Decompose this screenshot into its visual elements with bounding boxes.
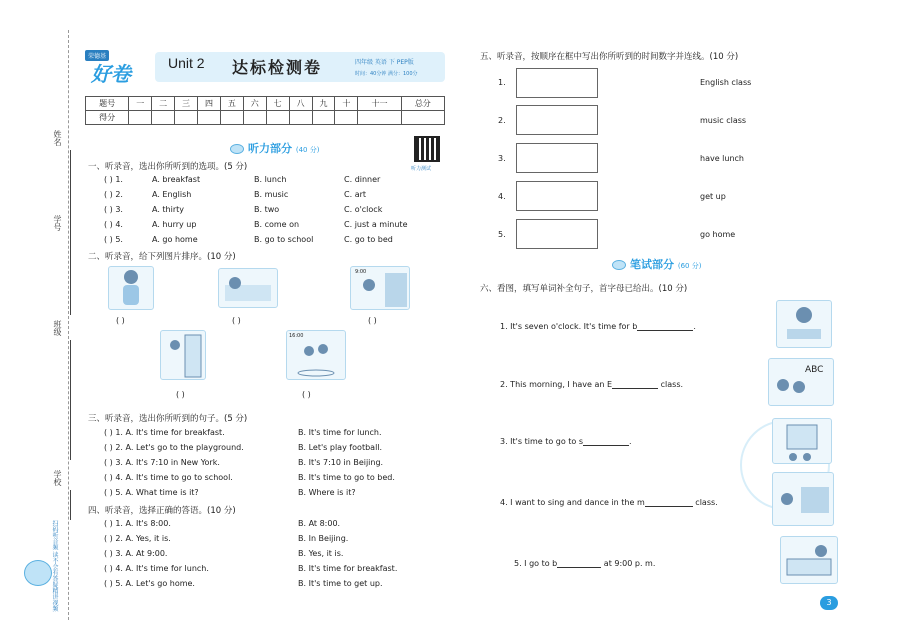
item-number: 4. (115, 220, 123, 229)
class-label: 班级 (53, 320, 62, 336)
fill-sentence (500, 437, 632, 446)
item-number: 1. (115, 175, 123, 184)
list-item (104, 428, 225, 437)
score-header-row (86, 97, 445, 111)
writing-label: 笔试部分 (630, 258, 674, 271)
option-letter: C. (344, 175, 353, 184)
score-input[interactable] (198, 111, 221, 125)
time-answer-box[interactable] (516, 143, 598, 173)
score-row-label: 得分 (86, 111, 129, 125)
answer-paren[interactable]: ( ) (104, 564, 113, 573)
sentence-text: at 9:00 p. m. (601, 559, 656, 568)
option-b (254, 205, 279, 214)
option-text: It's time for breakfast. (135, 428, 225, 437)
item-number: 2. (115, 534, 123, 543)
score-cell: 题号 (86, 97, 129, 111)
score-cell: 一 (129, 97, 152, 111)
answer-paren[interactable]: ( ) (302, 390, 311, 399)
option-letter: B. (254, 190, 263, 199)
picture-drinking (108, 266, 154, 310)
option-c (344, 175, 380, 184)
q4-title: 四、听录音，选择正确的答语。(10 分) (88, 506, 236, 516)
item-number: 2. (115, 190, 123, 199)
option-text: o'clock (354, 205, 383, 214)
page-title: 达标检测卷 (232, 58, 323, 77)
option-c (344, 205, 382, 214)
option-letter: B. (298, 549, 307, 558)
option-letter: A. (125, 488, 134, 497)
picture-music-class (772, 472, 834, 526)
option-text: dinner (354, 175, 381, 184)
cut-line (68, 30, 69, 620)
item-number: 2. (498, 116, 506, 125)
score-input[interactable] (266, 111, 289, 125)
writing-section-header (612, 256, 701, 272)
option-text: It's 8:00. (135, 519, 171, 528)
listening-score: (40 分) (295, 146, 320, 154)
score-cell: 八 (289, 97, 312, 111)
picture-studying (350, 266, 410, 310)
logo-text: 好卷 (91, 62, 131, 86)
item-number: 5. (115, 488, 123, 497)
sentence-text: 4. I want to sing and dance in the m (500, 498, 645, 507)
list-item (104, 205, 123, 214)
answer-paren[interactable]: ( ) (104, 473, 113, 482)
option-a (152, 190, 191, 199)
option-letter: B. (298, 428, 307, 437)
option-c (344, 190, 366, 199)
option-text: Let's go to the playground. (135, 443, 244, 452)
option-b (254, 175, 286, 184)
name-label: 姓名 (53, 130, 62, 146)
option-text: It's time for breakfast. (308, 564, 398, 573)
blank-input[interactable] (637, 322, 693, 331)
piano-icon (773, 473, 833, 525)
answer-paren[interactable]: ( ) (104, 443, 113, 452)
item-number: 5. (498, 230, 506, 239)
activity-label: get up (700, 192, 726, 201)
item-number: 3. (115, 458, 123, 467)
option-b (254, 190, 288, 199)
item-number: 3. (115, 549, 123, 558)
list-item (104, 473, 233, 482)
picture-bed (780, 536, 838, 584)
item-number: 1. (498, 78, 506, 87)
option-text: lunch (264, 175, 287, 184)
activity-label: go home (700, 230, 736, 239)
score-cell: 七 (266, 97, 289, 111)
answer-paren[interactable]: ( ) (104, 175, 113, 184)
option-text: go to school (264, 235, 314, 244)
sentence-text: class. (658, 380, 684, 389)
school-label: 学校 (53, 470, 62, 486)
sentence-text: . (629, 437, 632, 446)
blank-input[interactable] (645, 498, 693, 507)
option-letter: A. (125, 443, 134, 452)
option-letter: A. (125, 579, 134, 588)
option-text: It's time for lunch. (308, 428, 382, 437)
answer-paren[interactable]: ( ) (176, 390, 185, 399)
blank-input[interactable] (557, 559, 601, 568)
option-text: It's time to get up. (308, 579, 383, 588)
option-a (152, 175, 200, 184)
option-letter: A. (152, 205, 160, 214)
option-b (298, 428, 382, 437)
option-b (298, 488, 356, 497)
name-line (70, 150, 71, 240)
option-letter: B. (298, 488, 307, 497)
option-text: go home (162, 235, 198, 244)
option-text: two (264, 205, 280, 214)
option-text: It's time to go to bed. (308, 473, 395, 482)
option-b (298, 564, 397, 573)
option-letter: B. (298, 564, 307, 573)
headphones-icon (230, 144, 244, 154)
q3-title: 三、听录音，选出你所听到的句子。(5 分) (88, 414, 248, 424)
item-number: 3. (498, 154, 506, 163)
pencil-icon (612, 260, 626, 270)
list-item (104, 534, 171, 543)
item-number: 1. (115, 519, 123, 528)
option-text: Let's go home. (135, 579, 195, 588)
option-text: just a minute (354, 220, 408, 229)
option-text: thirty (162, 205, 185, 214)
option-letter: C. (344, 190, 353, 199)
answer-paren[interactable]: ( ) (104, 428, 113, 437)
option-text: Yes, it is. (135, 534, 171, 543)
option-b (298, 549, 343, 558)
sentence-text: 3. It's time to go to s (500, 437, 584, 446)
activity-label: English class (700, 78, 752, 87)
list-item (104, 220, 123, 229)
option-letter: B. (298, 579, 307, 588)
score-input[interactable] (175, 111, 198, 125)
option-text: It's 7:10 in New York. (135, 458, 220, 467)
option-a (152, 235, 198, 244)
answer-paren[interactable]: ( ) (116, 316, 125, 325)
option-letter: A. (152, 220, 160, 229)
option-text: Where is it? (308, 488, 356, 497)
logo (85, 50, 157, 86)
time-answer-box[interactable] (516, 219, 598, 249)
option-letter: B. (298, 473, 307, 482)
option-b (298, 458, 383, 467)
score-cell: 总分 (401, 97, 444, 111)
option-letter: A. (125, 564, 134, 573)
boy-in-bed-icon (219, 269, 277, 307)
option-text: hurry up (162, 220, 197, 229)
picture-going-home (160, 330, 206, 380)
item-number: 4. (498, 192, 506, 201)
score-cell: 十一 (358, 97, 401, 111)
picture-sleeping (218, 268, 278, 308)
answer-paren[interactable]: ( ) (104, 534, 113, 543)
option-text: It's time for lunch. (135, 564, 209, 573)
option-b (298, 519, 340, 528)
answer-paren[interactable]: ( ) (104, 190, 113, 199)
blank-input[interactable] (583, 437, 629, 446)
answer-paren[interactable]: ( ) (104, 488, 113, 497)
list-item (104, 458, 220, 467)
item-number: 2. (115, 443, 123, 452)
option-letter: A. (152, 235, 160, 244)
option-text: Let's play football. (308, 443, 383, 452)
option-letter: B. (254, 220, 263, 229)
option-text: music (264, 190, 289, 199)
answer-paren[interactable]: ( ) (104, 549, 113, 558)
qr-label: 听力测试 (411, 166, 432, 172)
option-text: It's 7:10 in Beijing. (308, 458, 384, 467)
option-letter: A. (152, 175, 160, 184)
option-text: It's time to go to school. (135, 473, 233, 482)
girl-drinking-icon (109, 267, 153, 309)
score-cell: 四 (198, 97, 221, 111)
girl-eating-icon (777, 301, 831, 347)
option-text: What time is it? (135, 488, 199, 497)
listening-section-header (230, 140, 319, 156)
qr-code-icon[interactable] (414, 136, 440, 162)
time-answer-box[interactable] (516, 181, 598, 211)
score-cell: 六 (243, 97, 266, 111)
list-item (104, 235, 123, 244)
option-text: At 9:00. (135, 549, 168, 558)
score-input[interactable] (152, 111, 175, 125)
list-item (104, 564, 209, 573)
option-b (298, 473, 395, 482)
class-line (70, 340, 71, 460)
answer-paren[interactable]: ( ) (104, 519, 113, 528)
score-cell: 三 (175, 97, 198, 111)
option-letter: A. (125, 473, 134, 482)
item-number: 5. (115, 579, 123, 588)
score-cell: 十 (335, 97, 358, 111)
item-number: 3. (115, 205, 123, 214)
sentence-text: 5. I go to b (514, 559, 558, 568)
list-item (104, 579, 195, 588)
board-text: ABC (805, 365, 824, 375)
fill-sentence (500, 322, 696, 331)
option-letter: A. (125, 458, 134, 467)
option-a (152, 220, 196, 229)
sentence-text: class. (692, 498, 718, 507)
option-letter: B. (298, 443, 307, 452)
option-b (298, 579, 383, 588)
score-input[interactable] (220, 111, 243, 125)
answer-paren[interactable]: ( ) (368, 316, 377, 325)
item-number: 5. (115, 235, 123, 244)
option-text: At 8:00. (308, 519, 341, 528)
q5-title: 五、听录音，按顺序在框中写出你所听到的时间数字并连线。(10 分) (480, 52, 739, 62)
answer-paren[interactable]: ( ) (104, 205, 113, 214)
listening-label: 听力部分 (248, 142, 292, 155)
mascot-icon (24, 560, 52, 586)
sentence-text: . (693, 322, 696, 331)
option-text: In Beijing. (308, 534, 349, 543)
school-building-icon (773, 419, 831, 463)
mascot-text: 扫码听音频 读不会有答疑精讲视频 (51, 520, 58, 612)
score-cell: 五 (220, 97, 243, 111)
option-letter: A. (125, 549, 134, 558)
score-input[interactable] (401, 111, 444, 125)
q1-title: 一、听录音，选出你所听到的选项。(5 分) (88, 162, 248, 172)
item-number: 4. (115, 564, 123, 573)
option-text: art (354, 190, 367, 199)
option-letter: C. (344, 205, 353, 214)
sentence-text: 1. It's seven o'clock. It's time for b (500, 322, 638, 331)
item-number: 1. (115, 428, 123, 437)
option-b (254, 220, 299, 229)
picture-english-class (768, 358, 834, 406)
time-info: 时间：40分钟 满分：100分 (355, 71, 418, 77)
blank-input[interactable] (612, 380, 658, 389)
answer-paren[interactable]: ( ) (104, 579, 113, 588)
picture-school (772, 418, 832, 464)
option-text: come on (264, 220, 300, 229)
logo-tag: 荣德基 (85, 50, 109, 61)
option-letter: B. (298, 534, 307, 543)
number-line (70, 235, 71, 315)
option-letter: B. (298, 519, 307, 528)
option-letter: C. (344, 220, 353, 229)
score-cell: 九 (312, 97, 335, 111)
q2-title: 二、听录音，给下列图片排序。(10 分) (88, 252, 236, 262)
score-input[interactable] (312, 111, 335, 125)
score-input[interactable] (358, 111, 401, 125)
option-a (152, 205, 184, 214)
left-margin (0, 0, 80, 640)
option-c (344, 235, 393, 244)
picture-breakfast (776, 300, 832, 348)
answer-paren[interactable]: ( ) (104, 220, 113, 229)
option-b (298, 534, 348, 543)
page-number: 3 (820, 596, 838, 610)
list-item (104, 488, 199, 497)
option-text: breakfast (162, 175, 201, 184)
activity-label: music class (700, 116, 747, 125)
option-letter: B. (254, 235, 263, 244)
number-label: 学号 (53, 215, 62, 231)
writing-score: (60 分) (677, 262, 702, 270)
list-item (104, 190, 123, 199)
sentence-text: 2. This morning, I have an E (500, 380, 613, 389)
score-input[interactable] (129, 111, 152, 125)
score-input[interactable] (289, 111, 312, 125)
option-letter: B. (298, 458, 307, 467)
answer-paren[interactable]: ( ) (104, 458, 113, 467)
school-line (70, 490, 71, 520)
fill-sentence (514, 559, 655, 568)
score-input[interactable] (243, 111, 266, 125)
option-letter: C. (344, 235, 353, 244)
mascot (20, 520, 68, 620)
clock-label: 16:00 (289, 333, 304, 339)
list-item (104, 519, 171, 528)
item-number: 4. (115, 473, 123, 482)
option-letter: A. (125, 519, 134, 528)
answer-paren[interactable]: ( ) (104, 235, 113, 244)
option-letter: A. (125, 534, 134, 543)
option-letter: B. (254, 175, 263, 184)
fill-sentence (500, 498, 718, 507)
fill-sentence (500, 380, 683, 389)
answer-paren[interactable]: ( ) (232, 316, 241, 325)
option-letter: B. (254, 205, 263, 214)
unit-label: Unit 2 (168, 55, 205, 71)
time-answer-box[interactable] (516, 68, 598, 98)
option-letter: A. (125, 428, 134, 437)
girl-in-bed-icon (781, 537, 837, 583)
option-b (298, 443, 382, 452)
score-cell: 二 (152, 97, 175, 111)
boy-at-door-icon (161, 331, 205, 379)
grade-info: 四年级 英语 下 PEP版 (355, 59, 414, 66)
option-b (254, 235, 313, 244)
clock-label: 9:00 (355, 269, 367, 275)
option-text: go to bed (354, 235, 393, 244)
score-value-row (86, 111, 445, 125)
list-item (104, 549, 167, 558)
option-letter: A. (152, 190, 160, 199)
activity-label: have lunch (700, 154, 745, 163)
score-input[interactable] (335, 111, 358, 125)
list-item (104, 443, 244, 452)
list-item (104, 175, 123, 184)
option-c (344, 220, 408, 229)
score-table (85, 96, 445, 125)
picture-basketball (286, 330, 346, 380)
option-text: Yes, it is. (308, 549, 344, 558)
q6-title: 六、看图，填写单词补全句子，首字母已给出。(10 分) (480, 284, 688, 294)
time-answer-box[interactable] (516, 105, 598, 135)
option-text: English (162, 190, 192, 199)
